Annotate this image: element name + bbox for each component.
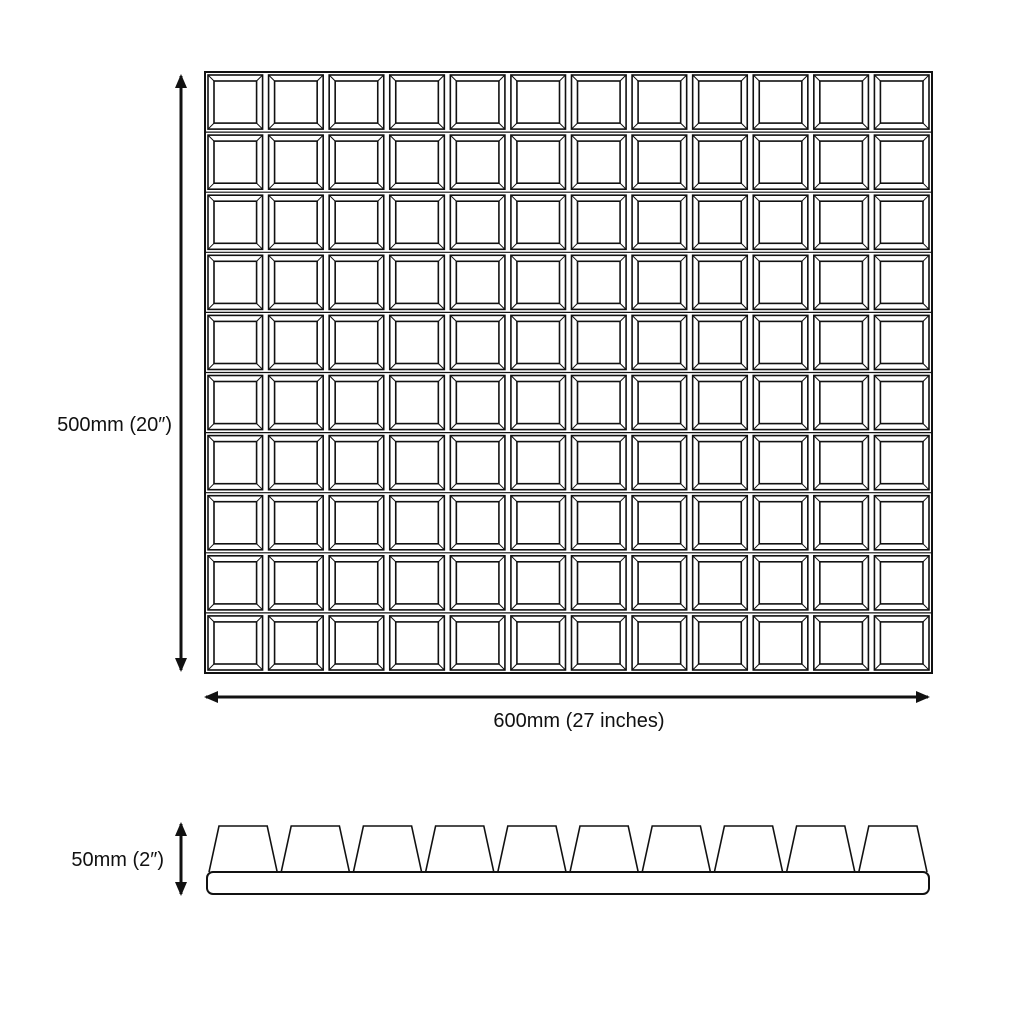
tile (329, 496, 384, 550)
tile (753, 255, 808, 309)
tile (329, 556, 384, 610)
tile (572, 255, 627, 309)
tile (329, 135, 384, 189)
tile (511, 315, 566, 369)
tile (329, 616, 384, 670)
tile (450, 556, 505, 610)
tile (329, 376, 384, 430)
tile (208, 255, 263, 309)
tile (693, 315, 748, 369)
tile (450, 315, 505, 369)
tile (511, 616, 566, 670)
tile (450, 75, 505, 129)
panel-side-view (207, 826, 929, 894)
profile-pyramid (787, 826, 855, 872)
tile (874, 436, 929, 490)
tile (572, 315, 627, 369)
tile (269, 255, 324, 309)
profile-pyramid (642, 826, 710, 872)
tile (269, 75, 324, 129)
profile-pyramid (714, 826, 782, 872)
profile-pyramid (570, 826, 638, 872)
tile (814, 436, 869, 490)
tile (511, 195, 566, 249)
tile (390, 376, 445, 430)
tile (632, 255, 687, 309)
tile (511, 135, 566, 189)
tile (390, 616, 445, 670)
tile (753, 195, 808, 249)
tile (814, 496, 869, 550)
depth-label: 50mm (2″) (71, 849, 164, 871)
tile (269, 135, 324, 189)
tile (390, 75, 445, 129)
tile (572, 376, 627, 430)
tile (693, 556, 748, 610)
height-label: 500mm (20″) (57, 414, 172, 436)
tile (814, 135, 869, 189)
tile (753, 616, 808, 670)
tile (511, 255, 566, 309)
tile (450, 135, 505, 189)
tile (814, 376, 869, 430)
profile-pyramid (209, 826, 277, 872)
tile (753, 315, 808, 369)
tile (208, 195, 263, 249)
profile-pyramid (353, 826, 421, 872)
tile (269, 195, 324, 249)
tile (269, 436, 324, 490)
tile (814, 556, 869, 610)
profile-pyramid (859, 826, 927, 872)
tile (693, 436, 748, 490)
tile (208, 616, 263, 670)
tile (753, 75, 808, 129)
tile (814, 195, 869, 249)
panel-top-view (205, 72, 932, 673)
tile (208, 556, 263, 610)
tile (450, 195, 505, 249)
tile (572, 616, 627, 670)
width-label: 600mm (27 inches) (493, 710, 665, 732)
tile (874, 75, 929, 129)
tile (753, 556, 808, 610)
tile (208, 496, 263, 550)
tile (208, 436, 263, 490)
tile (269, 376, 324, 430)
profile-base (207, 872, 929, 894)
width-dimension (206, 697, 928, 732)
tile (390, 195, 445, 249)
tile (269, 315, 324, 369)
tile (390, 556, 445, 610)
tile (450, 436, 505, 490)
tile (511, 436, 566, 490)
tile (874, 376, 929, 430)
tile (511, 376, 566, 430)
tile (874, 255, 929, 309)
tile (632, 436, 687, 490)
tile (874, 315, 929, 369)
tile (874, 195, 929, 249)
tile (208, 315, 263, 369)
tile (329, 195, 384, 249)
tile (390, 135, 445, 189)
tile (753, 376, 808, 430)
tile (329, 75, 384, 129)
tile (208, 75, 263, 129)
height-dimension (57, 76, 181, 670)
tile (632, 315, 687, 369)
tile (208, 376, 263, 430)
tile (450, 376, 505, 430)
tile (511, 75, 566, 129)
tile (632, 135, 687, 189)
tile (632, 496, 687, 550)
tile (572, 75, 627, 129)
tile (693, 75, 748, 129)
profile-pyramid (426, 826, 494, 872)
tile (450, 616, 505, 670)
tile (390, 315, 445, 369)
tile (874, 616, 929, 670)
tile (390, 255, 445, 309)
tile (572, 436, 627, 490)
tile (632, 556, 687, 610)
tile (269, 616, 324, 670)
tile (329, 315, 384, 369)
profile-pyramids (209, 826, 927, 872)
tile (269, 496, 324, 550)
tile (814, 255, 869, 309)
tile (632, 75, 687, 129)
tile (874, 135, 929, 189)
tile (572, 135, 627, 189)
tile (572, 556, 627, 610)
tile (450, 255, 505, 309)
tile (693, 255, 748, 309)
tile (390, 496, 445, 550)
profile-pyramid (281, 826, 349, 872)
tile (693, 616, 748, 670)
tile (693, 195, 748, 249)
tile (329, 255, 384, 309)
tile (208, 135, 263, 189)
depth-dimension (71, 824, 181, 894)
tile (511, 496, 566, 550)
tile (814, 315, 869, 369)
tile-grid (205, 75, 932, 670)
tile (814, 75, 869, 129)
tile (329, 436, 384, 490)
tile (693, 135, 748, 189)
tile (572, 496, 627, 550)
tile (390, 436, 445, 490)
tile (450, 496, 505, 550)
profile-pyramid (498, 826, 566, 872)
tile (874, 556, 929, 610)
tile (874, 496, 929, 550)
tile (632, 376, 687, 430)
tile (269, 556, 324, 610)
tile (693, 496, 748, 550)
tile (572, 195, 627, 249)
tile (632, 195, 687, 249)
tile (753, 496, 808, 550)
tile (632, 616, 687, 670)
tile (693, 376, 748, 430)
tile (814, 616, 869, 670)
tile (753, 135, 808, 189)
tile (753, 436, 808, 490)
tile (511, 556, 566, 610)
